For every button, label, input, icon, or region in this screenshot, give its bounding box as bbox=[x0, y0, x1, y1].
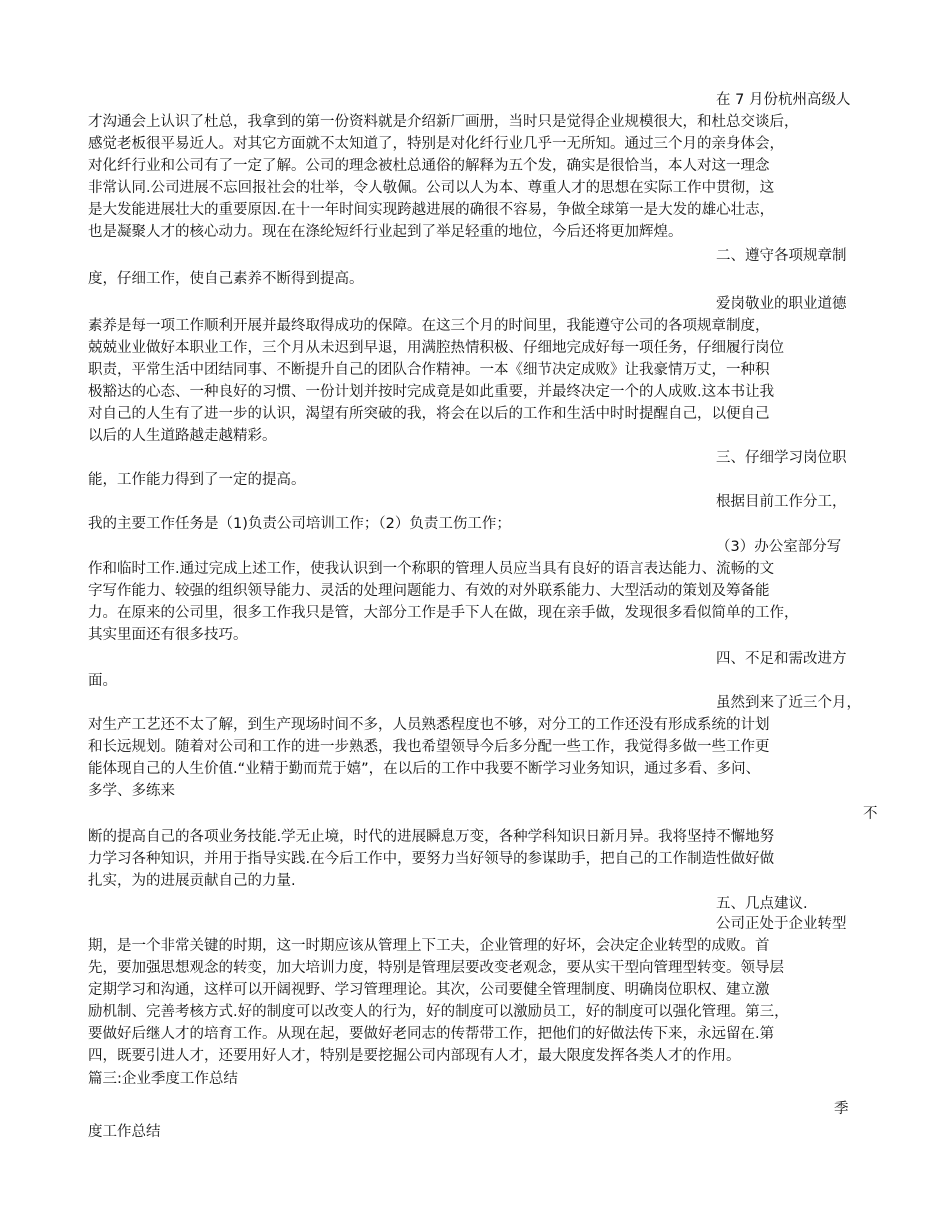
text-line: 是大发能进展壮大的重要原因.在十一年时间实现跨越进展的确很不容易，争做全球第一是大发的雄心壮志， bbox=[88, 202, 775, 218]
text-line: 在 7 月份杭州高级人 bbox=[716, 92, 851, 108]
text-line: 季 bbox=[834, 1101, 849, 1117]
text-line: 根据目前工作分工， bbox=[716, 494, 847, 510]
text-line: 度工作总结 bbox=[88, 1124, 161, 1140]
text-line: 力学习各种知识，并用于指导实践.在今后工作中，要努力当好领导的参谋助手，把自己的工作制造性做好做 bbox=[88, 851, 775, 867]
text-line: 我的主要工作任务是（1)负责公司培训工作；（2）负责工伤工作； bbox=[88, 516, 511, 532]
text-line: 期，是一个非常关键的时期，这一时期应该从管理上下工夫，企业管理的好坏，会决定企业转型的成败。首 bbox=[88, 938, 770, 954]
text-line: 力。在原来的公司里，很多工作我只是管，大部分工作是手下人在做，现在亲手做，发现很多看似简单的工作， bbox=[88, 605, 799, 621]
text-line: 扎实，为的进展贡献自己的力量. bbox=[88, 873, 296, 889]
text-line: 断的提高自己的各项业务技能.学无止境，时代的进展瞬息万变，各种学科知识日新月异。我将坚持不懈地努 bbox=[88, 829, 775, 845]
text-line: 字写作能力、较强的组织领导能力、灵活的处理问题能力、有效的对外联系能力、大型活动的策划及筹备能 bbox=[88, 583, 770, 599]
text-line: （3）办公室部分写 bbox=[716, 539, 842, 555]
document-subtitle: 篇三:企业季度工作总结 bbox=[88, 1071, 238, 1087]
text-line: 兢兢业业做好本职业工作，三个月从未迟到早退，用满腔热情积极、仔细地完成好每一项任务，仔细履行岗位 bbox=[88, 340, 784, 356]
section-heading: 二、遵守各项规章制 bbox=[716, 248, 847, 264]
text-line: 以后的人生道路越走越精彩。 bbox=[88, 428, 277, 444]
text-line: 不 bbox=[863, 806, 878, 822]
text-line: 定期学习和沟通，这样可以开阔视野、学习管理理论。其次，公司要健全管理制度、明确岗位职权、建立激 bbox=[88, 982, 770, 998]
text-line: 面。 bbox=[88, 673, 117, 689]
text-line: 对生产工艺还不太了解，到生产现场时间不多，人员熟悉程度也不够，对分工的工作还没有形成系统的计划 bbox=[88, 717, 770, 733]
text-line: 爱岗敬业的职业道德 bbox=[716, 296, 847, 312]
text-line: 四，既要引进人才，还要用好人才，特别是要挖掘公司内部现有人才，最大限度发挥各类人才的作用。 bbox=[88, 1048, 741, 1064]
section-heading: 四、不足和需改进方 bbox=[716, 651, 847, 667]
text-line: 作和临时工作.通过完成上述工作，使我认识到一个称职的管理人员应当具有良好的语言表达能力、流畅的文 bbox=[88, 561, 775, 577]
section-heading: 五、几点建议. bbox=[716, 896, 808, 912]
text-line: 对自己的人生有了进一步的认识，渴望有所突破的我，将会在以后的工作和生活中时时提醒自己，以便自己 bbox=[88, 406, 770, 422]
text-line: 才沟通会上认识了杜总，我拿到的第一份资料就是介绍新厂画册，当时只是觉得企业规模很大，和杜总交谈后， bbox=[88, 114, 799, 130]
text-line: 多学、多练来 bbox=[88, 783, 175, 799]
section-heading: 三、仔细学习岗位职 bbox=[716, 450, 847, 466]
text-line: 公司正处于企业转型 bbox=[716, 916, 847, 932]
text-line: 度，仔细工作，使自己素养不断得到提高。 bbox=[88, 271, 364, 287]
text-line: 非常认同.公司进展不忘回报社会的壮举，令人敬佩。公司以人为本、尊重人才的思想在实际工作中贯彻，这 bbox=[88, 180, 775, 196]
text-line: 职责，平常生活中团结同事、不断提升自己的团队合作精神。一本《细节决定成败》让我豪情万丈，一种积 bbox=[88, 362, 770, 378]
text-line: 先，要加强思想观念的转变，加大培训力度，特别是管理层要改变老观念，要从实干型向管理型转变。领导层 bbox=[88, 960, 784, 976]
text-line: 和长远规划。随着对公司和工作的进一步熟悉，我也希望领导今后多分配一些工作，我觉得多做一些工作更 bbox=[88, 739, 770, 755]
text-line: 对化纤行业和公司有了一定了解。公司的理念被杜总通俗的解释为五个发，确实是很恰当，本人对这一理念 bbox=[88, 158, 770, 174]
text-line: 极豁达的心态、一种良好的习惯、一份计划并按时完成竟是如此重要，并最终决定一个的人成败.这本书让我 bbox=[88, 384, 775, 400]
text-line: 能体现自己的人生价值.“业精于勤而荒于嬉”，在以后的工作中我要不断学习业务知识，通过多看、多问、 bbox=[88, 761, 761, 777]
text-line: 励机制、完善考核方式.好的制度可以改变人的行为，好的制度可以激励员工，好的制度可以强化管理。第三， bbox=[88, 1004, 789, 1020]
text-line: 要做好后继人才的培育工作。从现在起，要做好老同志的传帮带工作，把他们的好做法传下来，永远留在.第 bbox=[88, 1026, 775, 1042]
text-line: 其实里面还有很多技巧。 bbox=[88, 627, 248, 643]
text-line: 能，工作能力得到了一定的提高。 bbox=[88, 472, 306, 488]
text-line: 也是凝聚人才的核心动力。现在在涤纶短纤行业起到了举足轻重的地位，今后还将更加辉煌。 bbox=[88, 224, 683, 240]
text-line: 素养是每一项工作顺利开展并最终取得成功的保障。在这三个月的时间里，我能遵守公司的各项规章制度， bbox=[88, 318, 770, 334]
text-line: 虽然到来了近三个月， bbox=[716, 695, 861, 711]
text-line: 感觉老板很平易近人。对其它方面就不太知道了，特别是对化纤行业几乎一无所知。通过三个月的亲身体会， bbox=[88, 136, 784, 152]
